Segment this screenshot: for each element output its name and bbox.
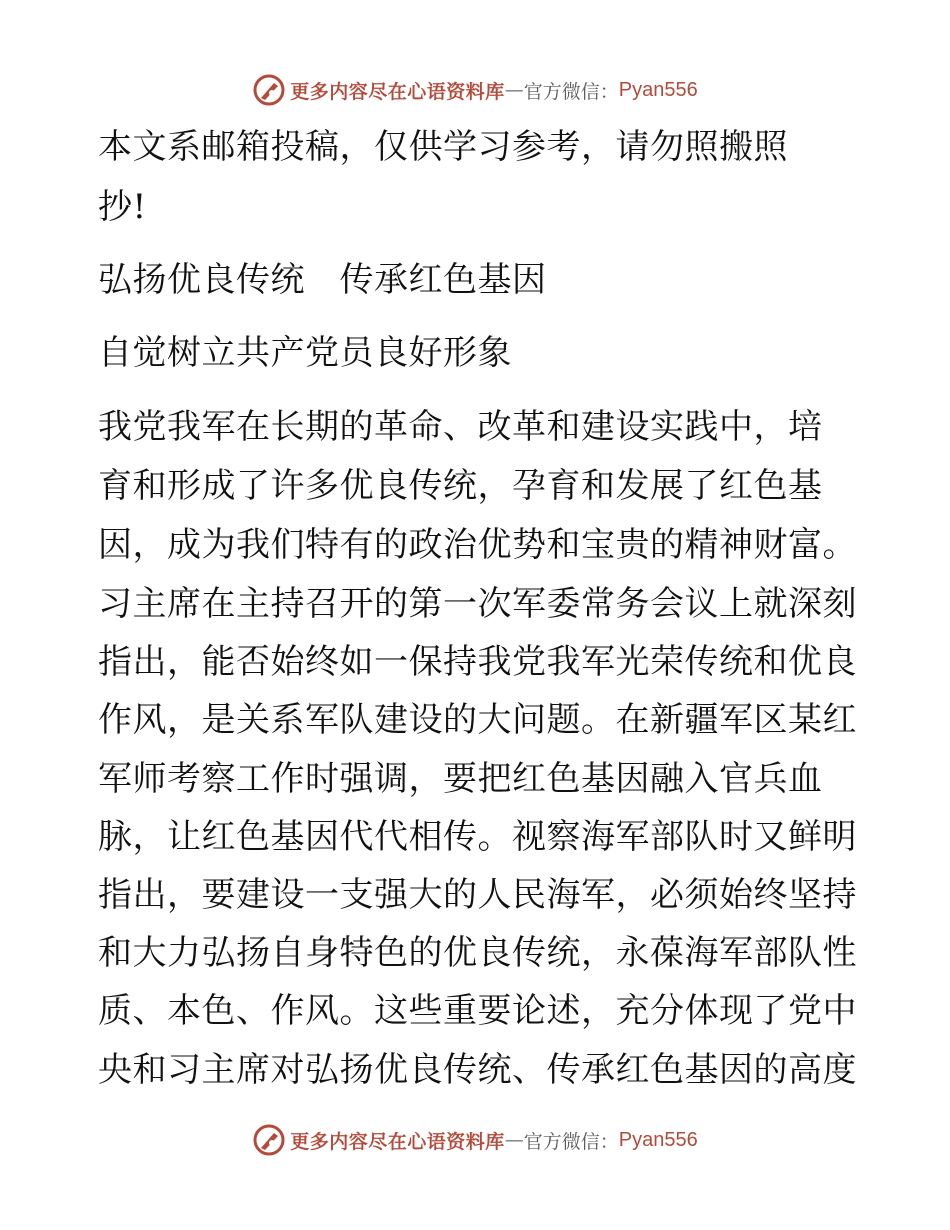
body-line-5: 指出，能否始终如一保持我党我军光荣传统和优良: [98, 642, 857, 682]
notice-line-1: 本文系邮箱投稿，仅供学习参考，请勿照搬照: [98, 127, 788, 167]
body-line-8: 脉，让红色基因代代相传。视察海军部队时又鲜明: [98, 817, 857, 857]
banner-dash: —: [504, 79, 524, 101]
pen-logo-icon: [252, 1123, 286, 1157]
body-line-7: 军师考察工作时强调，要把红色基因融入官兵血: [98, 759, 823, 799]
body-line-11: 质、本色、作风。这些重要论述，充分体现了党中: [98, 991, 857, 1031]
banner-account: Pyan556: [618, 1128, 698, 1151]
body-line-2: 育和形成了许多优良传统，孕育和发展了红色基: [98, 466, 823, 506]
body-line-3: 因，成为我们特有的政治优势和宝贵的精神财富。: [98, 525, 857, 565]
banner-title: 更多内容尽在心语资料库: [290, 80, 505, 103]
heading-line-1: 弘扬优良传统 传承红色基因: [98, 260, 547, 300]
pen-logo-icon: [252, 73, 286, 107]
banner-label: 官方微信：: [523, 1130, 619, 1153]
heading-line-2: 自觉树立共产党员良好形象: [98, 333, 512, 373]
header-banner[interactable]: [0, 70, 950, 110]
banner-label: 官方微信：: [523, 80, 619, 103]
banner-title: 更多内容尽在心语资料库: [290, 1130, 505, 1153]
body-line-12: 央和习主席对弘扬优良传统、传承红色基因的高度: [98, 1050, 857, 1090]
body-line-10: 和大力弘扬自身特色的优良传统，永葆海军部队性: [98, 933, 857, 973]
banner-account: Pyan556: [618, 78, 698, 101]
banner-dash: —: [504, 1129, 524, 1151]
body-line-1: 我党我军在长期的革命、改革和建设实践中，培: [98, 407, 823, 447]
body-line-4: 习主席在主持召开的第一次军委常务会议上就深刻: [98, 584, 857, 624]
footer-banner[interactable]: [0, 1120, 950, 1160]
notice-line-2: 抄!: [98, 187, 147, 227]
body-line-6: 作风，是关系军队建设的大问题。在新疆军区某红: [98, 700, 857, 740]
body-line-9: 指出，要建设一支强大的人民海军，必须始终坚持: [98, 875, 857, 915]
